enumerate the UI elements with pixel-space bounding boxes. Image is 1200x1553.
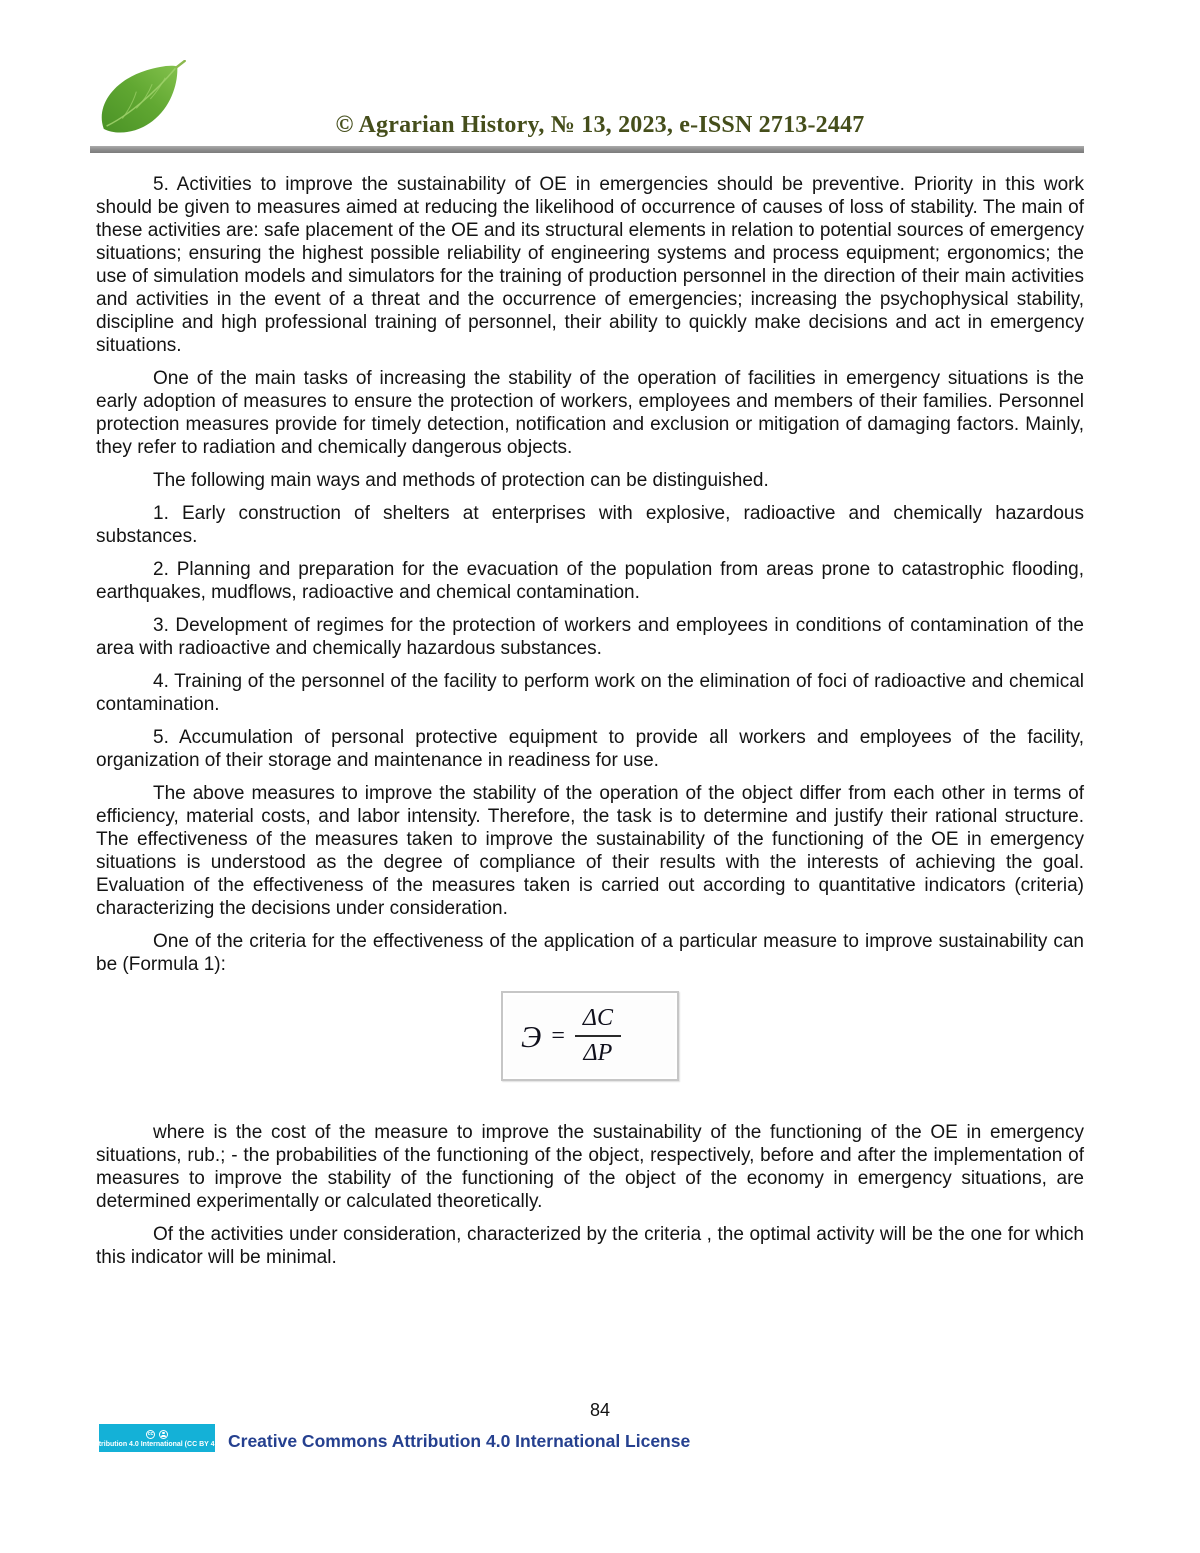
cc-by-badge[interactable] (91, 1424, 223, 1452)
paragraph-measures-comparison: The above measures to improve the stability of the operation of the object differ from each other in terms of efficiency, material costs, and labor intensity. Therefore, the task is to determine and justify their rational structure. The effectiveness of the measures taken to improve the sustainability of the functioning of the OE in emergency situations is understood as the degree of compliance of their results with the interests of achieving the goal. Evaluation of the effectiveness of the measures taken is carried out according to quantitative indicators (criteria) characterizing the decisions under consideration. (96, 783, 1084, 919)
list-item-4-training: 4. Training of the personnel of the facility to perform work on the elimination of foci of radioactive and chemical contamination. (96, 671, 1084, 715)
list-item-1-shelters: 1. Early construction of shelters at enterprises with explosive, radioactive and chemically hazardous substances. (96, 503, 1084, 547)
formula-numerator: ΔC (575, 1006, 621, 1036)
formula-fraction (575, 1006, 621, 1065)
paragraph-ways-methods-intro: The following main ways and methods of protection can be distinguished. (153, 470, 769, 491)
formula-1-box (501, 991, 679, 1081)
paragraph-preventive-activities: 5. Activities to improve the sustainability of OE in emergencies should be preventive. Priority in this work should be given to measures aimed at reducing the likelihood of occurrence of causes of loss of stability. The main of these activities are: safe placement of the OE and its structural elements in relation to potential sources of emergency situations; ensuring the highest possible reliability of engineering systems and process equipment; ergonomics; the use of simulation models and simulators for the training of production personnel in the direction of their main activities and activities in the event of a threat and the occurrence of emergencies; increasing the psychophysical stability, discipline and high professional training of personnel, their ability to quickly make decisions and act in emergency situations. (96, 174, 1084, 356)
cc-badge-label: Attribution 4.0 International (CC BY 4.0) (91, 1441, 223, 1448)
paragraph-formula-explanation: where is the cost of the measure to improve the sustainability of the functioning of the OE in emergency situations, rub.; - the probabilities of the functioning of the object, respectively, before and after the implementation of measures to improve the stability of the functioning of the object of the economy in emergency situations, are determined experimentally or calculated theoretically. (96, 1122, 1084, 1212)
list-item-2-evacuation: 2. Planning and preparation for the evacuation of the population from areas prone to catastrophic flooding, earthquakes, mudflows, radioactive and chemical contamination. (96, 559, 1084, 603)
header-divider-rule (90, 146, 1084, 153)
paragraph-criteria-intro: One of the criteria for the effectiveness of the application of a particular measure to improve sustainability can be (Formula 1): (96, 931, 1084, 975)
cc-badge-icons (146, 1429, 168, 1440)
cc-icon: cc (147, 1431, 154, 1437)
formula-equals-sign: = (551, 1023, 565, 1049)
license-link[interactable]: Creative Commons Attribution 4.0 International License (228, 1431, 691, 1451)
formula-denominator: ΔP (583, 1039, 613, 1066)
page-number: 84 (589, 1400, 611, 1420)
list-item-5-ppe: 5. Accumulation of personal protective equipment to provide all workers and employees of the facility, organization of their storage and maintenance in readiness for use. (96, 727, 1084, 771)
paragraph-optimal-activity: Of the activities under consideration, characterized by the criteria , the optimal activity will be the one for which this indicator will be minimal. (96, 1224, 1084, 1268)
journal-header-title: © Agrarian History, № 13, 2023, e-ISSN 2713-2447 (335, 112, 865, 138)
article-body (96, 173, 1084, 1279)
formula-lhs-symbol: Э (521, 1018, 542, 1054)
by-person-icon (159, 1430, 168, 1439)
list-item-3-regimes: 3. Development of regimes for the protection of workers and employees in conditions of contamination of the area with radioactive and chemically hazardous substances. (96, 615, 1084, 659)
formula-1-expression (521, 1006, 621, 1065)
paragraph-main-tasks: One of the main tasks of increasing the stability of the operation of facilities in emergency situations is the early adoption of measures to ensure the protection of workers, employees and members of their families. Personnel protection measures provide for timely detection, notification and exclusion or mitigation of damaging factors. Mainly, they refer to radiation and chemically dangerous objects. (96, 368, 1084, 458)
